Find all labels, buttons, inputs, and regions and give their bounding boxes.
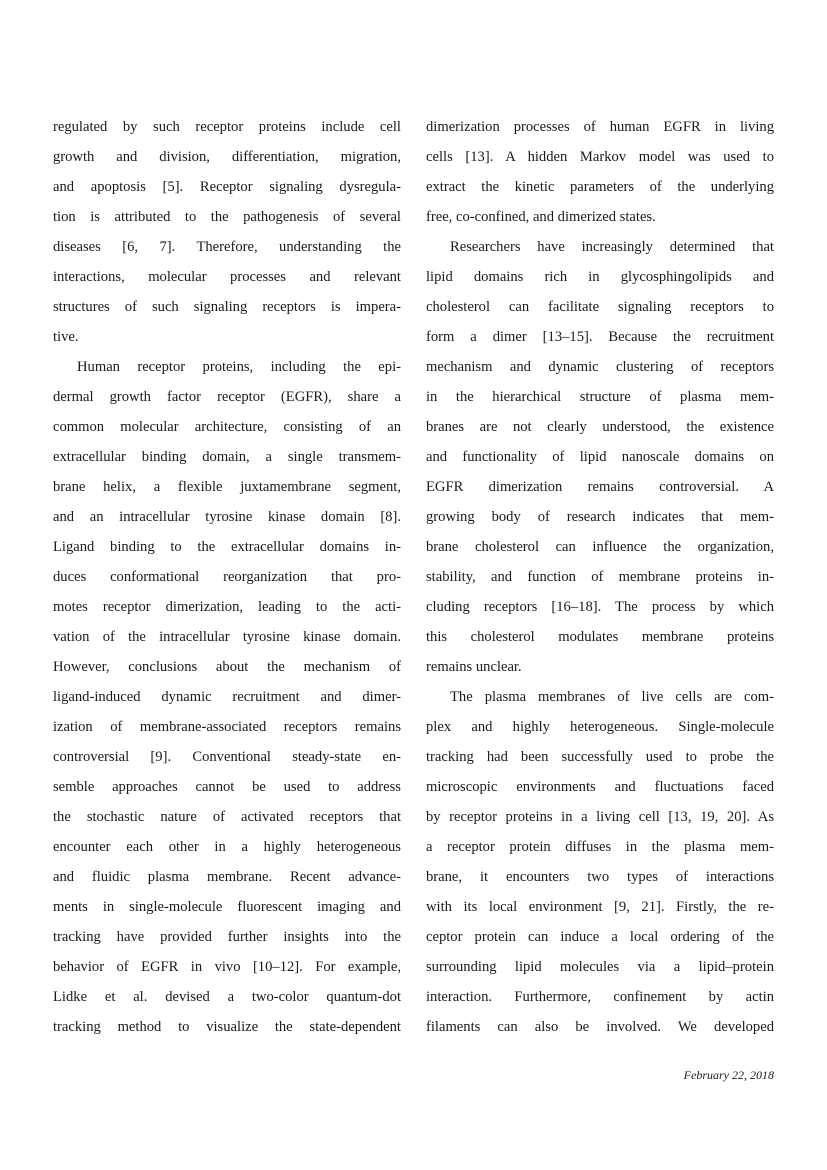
text-line: in the hierarchical structure of plasma mem- [426,389,774,405]
text-line: duces conformational reorganization that pro- [53,569,401,585]
text-line: tive. [53,329,79,345]
text-line: mechanism and dynamic clustering of receptors [426,359,774,375]
text-line: Lidke et al. devised a two-color quantum-dot [53,989,401,1005]
text-line: ceptor protein can induce a local ordering of the [426,929,774,945]
text-line: encounter each other in a highly heterogeneous [53,839,401,855]
text-line: semble approaches cannot be used to address [53,779,401,795]
text-line: EGFR dimerization remains controversial. A [426,479,774,495]
text-line: controversial [9]. Conventional steady-state en- [53,749,401,765]
text-line: extract the kinetic parameters of the underlying [426,179,774,195]
text-line: growing body of research indicates that mem- [426,509,774,525]
text-line: plex and highly heterogeneous. Single-molecule [426,719,774,735]
text-line: free, co-confined, and dimerized states. [426,209,656,225]
paragraph-start-line: Human receptor proteins, including the epi- [77,359,401,375]
text-line: extracellular binding domain, a single transmem- [53,449,401,465]
text-line: common molecular architecture, consisting of an [53,419,401,435]
text-line: and functionality of lipid nanoscale domains on [426,449,774,465]
text-line: tracking have provided further insights into the [53,929,401,945]
text-line: tion is attributed to the pathogenesis of several [53,209,401,225]
text-line: remains unclear. [426,659,522,675]
text-line: and apoptosis [5]. Receptor signaling dysregula- [53,179,401,195]
text-line: microscopic environments and fluctuations faced [426,779,774,795]
text-line: stability, and function of membrane proteins in- [426,569,774,585]
text-line: branes are not clearly understood, the existence [426,419,774,435]
footer-date: February 22, 2018 [683,1068,774,1082]
text-line: ization of membrane-associated receptors remains [53,719,401,735]
text-line: brane, it encounters two types of interactions [426,869,774,885]
text-line: and an intracellular tyrosine kinase domain [8]. [53,509,401,525]
text-line: cluding receptors [16–18]. The process by which [426,599,774,615]
text-line: cholesterol can facilitate signaling receptors to [426,299,774,315]
text-line: ments in single-molecule fluorescent imaging and [53,899,401,915]
paragraph-start-line: Researchers have increasingly determined that [450,239,774,255]
text-line: by receptor proteins in a living cell [13, 19, 20]. As [426,809,774,825]
text-line: However, conclusions about the mechanism of [53,659,401,675]
text-line: vation of the intracellular tyrosine kinase domain. [53,629,401,645]
text-line: tracking had been successfully used to probe the [426,749,774,765]
text-line: and fluidic plasma membrane. Recent advance- [53,869,401,885]
left-column [53,112,401,1042]
text-line: dermal growth factor receptor (EGFR), share a [53,389,401,405]
right-column [426,112,774,1042]
text-line: diseases [6, 7]. Therefore, understanding the [53,239,401,255]
text-line: growth and division, differentiation, migration, [53,149,401,165]
text-line: interaction. Furthermore, confinement by actin [426,989,774,1005]
text-line: filaments can also be involved. We developed [426,1019,774,1035]
text-line: structures of such signaling receptors is impera- [53,299,401,315]
text-line: brane cholesterol can influence the organization, [426,539,774,555]
text-line: the stochastic nature of activated receptors that [53,809,401,825]
text-line: a receptor protein diffuses in the plasma mem- [426,839,774,855]
text-line: cells [13]. A hidden Markov model was used to [426,149,774,165]
text-line: surrounding lipid molecules via a lipid–protein [426,959,774,975]
text-line: Ligand binding to the extracellular domains in- [53,539,401,555]
text-line: ligand-induced dynamic recruitment and dimer- [53,689,401,705]
text-line: tracking method to visualize the state-dependent [53,1019,401,1035]
text-line: this cholesterol modulates membrane proteins [426,629,774,645]
paragraph-start-line: The plasma membranes of live cells are com- [450,689,774,705]
text-line: motes receptor dimerization, leading to the acti- [53,599,401,615]
text-line: lipid domains rich in glycosphingolipids and [426,269,774,285]
text-line: brane helix, a flexible juxtamembrane segment, [53,479,401,495]
text-line: dimerization processes of human EGFR in living [426,119,774,135]
text-line: form a dimer [13–15]. Because the recruitment [426,329,774,345]
text-line: behavior of EGFR in vivo [10–12]. For example, [53,959,401,975]
text-line: regulated by such receptor proteins include cell [53,119,401,135]
text-line: with its local environment [9, 21]. Firstly, the re- [426,899,774,915]
text-line: interactions, molecular processes and relevant [53,269,401,285]
